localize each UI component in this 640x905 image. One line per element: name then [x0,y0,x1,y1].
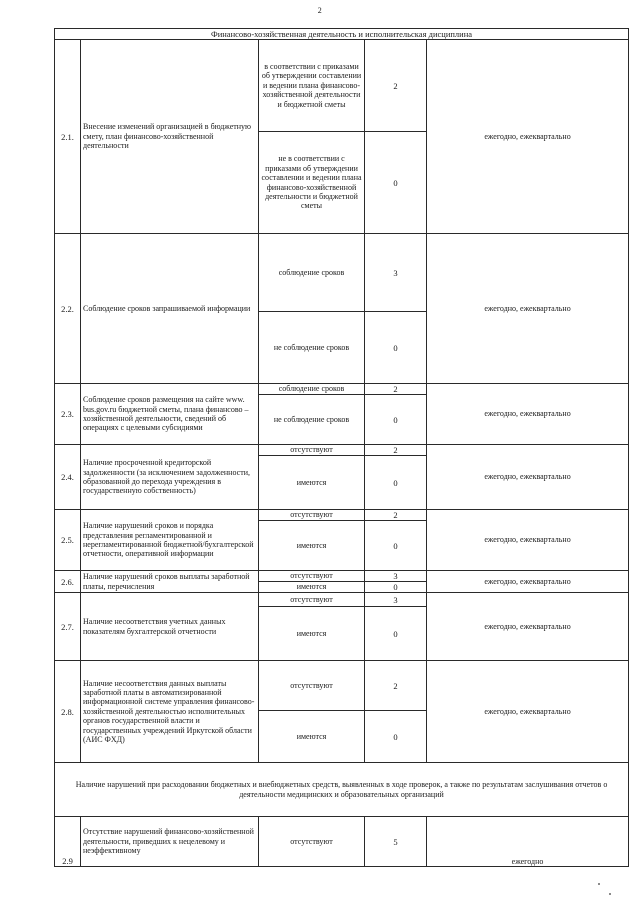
row-period: ежегодно, ежеквартально [427,593,629,661]
criterion-score: 2 [365,40,427,132]
table-row [55,571,629,582]
criterion-score: 0 [365,521,427,571]
row-indicator: Отсутствие нарушений финансово-хозяйственной деятельности, приведших к нецелевому и неэффективному [81,817,259,867]
row-number: 2.2. [55,234,81,384]
criterion-label: отсутствуют [259,445,365,456]
criterion-label: не соблюдение сроков [259,395,365,445]
row-number: 2.9 [55,817,81,867]
criterion-label: соблюдение сроков [259,234,365,312]
row-period: ежегодно [427,817,629,867]
criterion-label: в соответствии с приказами об утверждении составлении и ведении плана финансово-хозяйственной деятельности и бюджетной сметы [259,40,365,132]
subheader-text: Наличие нарушений при расходовании бюджетных и внебюджетных средств, выявленных в ходе проверок, а также по результатам заслушивания отчетов о деятельности медицинских и образовательных организаций [55,763,629,817]
criterion-score: 2 [365,510,427,521]
criterion-score: 0 [365,456,427,510]
row-period: ежегодно, ежеквартально [427,40,629,234]
page-number: 2 [317,6,323,15]
criterion-score: 3 [365,234,427,312]
criterion-score: 0 [365,607,427,661]
criterion-score: 0 [365,395,427,445]
row-period: ежегодно, ежеквартально [427,234,629,384]
criterion-score: 3 [365,571,427,582]
criterion-score: 5 [365,817,427,867]
criterion-score: 0 [365,711,427,763]
criterion-label: отсутствуют [259,661,365,711]
criterion-label: отсутствуют [259,817,365,867]
scan-speck [598,883,600,885]
row-indicator: Наличие несоответствия данных выплаты заработной платы в автоматизированной информационной системе управления финансово-хозяйственной деятельностью исполнительных органов государственной власти и государственных учреждений Иркутской области (АИС ФХД) [81,661,259,763]
criterion-label: соблюдение сроков [259,384,365,395]
criteria-table [54,28,629,867]
row-indicator: Наличие нарушений сроков выплаты заработной платы, перечисления [81,571,259,593]
row-indicator: Соблюдение сроков запрашиваемой информации [81,234,259,384]
row-number: 2.8. [55,661,81,763]
criterion-label: отсутствуют [259,571,365,582]
row-number: 2.1. [55,40,81,234]
table-row [55,593,629,607]
row-indicator: Наличие нарушений сроков и порядка представления регламентированной и нерегламентированной бюджетной/бухгалтерской отчетности, оперативной информации [81,510,259,571]
row-period: ежегодно, ежеквартально [427,384,629,445]
table-row [55,234,629,312]
row-period: ежегодно, ежеквартально [427,661,629,763]
table-row [55,817,629,867]
table-row [55,445,629,456]
row-period: ежегодно, ежеквартально [427,510,629,571]
row-indicator: Наличие просроченной кредиторской задолженности (за исключением задолженности, образованной до перехода учреждения в государственную собственность) [81,445,259,510]
row-period: ежегодно, ежеквартально [427,445,629,510]
criterion-score: 2 [365,661,427,711]
table-row [55,40,629,132]
row-indicator: Внесение изменений организацией в бюджетную смету, план финансово-хозяйственной деятельности [81,40,259,234]
criterion-label: имеются [259,607,365,661]
row-number: 2.5. [55,510,81,571]
subheader-row [55,763,629,817]
section-title: Финансово-хозяйственная деятельность и исполнительская дисциплина [55,29,629,40]
section-header-row [55,29,629,40]
table-row [55,510,629,521]
criterion-label: имеются [259,521,365,571]
scan-speck [609,893,611,895]
table-row [55,384,629,395]
criterion-label: отсутствуют [259,593,365,607]
criterion-label: отсутствуют [259,510,365,521]
row-period: ежегодно, ежеквартально [427,571,629,593]
criterion-label: имеются [259,582,365,593]
criterion-score: 2 [365,445,427,456]
row-number: 2.7. [55,593,81,661]
row-indicator: Соблюдение сроков размещения на сайте www. bus.gov.ru бюджетной сметы, плана финансово – хозяйственной деятельности, сведений об операциях с целевыми субсидиями [81,384,259,445]
criterion-label: имеются [259,456,365,510]
row-number: 2.3. [55,384,81,445]
criterion-label: не соблюдение сроков [259,312,365,384]
criterion-label: имеются [259,711,365,763]
criterion-score: 2 [365,384,427,395]
table-row [55,661,629,711]
row-number: 2.6. [55,571,81,593]
row-number: 2.4. [55,445,81,510]
criterion-score: 3 [365,593,427,607]
criterion-label: не в соответствии с приказами об утверждении составлении и ведении плана финансово-хозяйственной деятельности и бюджетной сметы [259,132,365,234]
criterion-score: 0 [365,312,427,384]
criterion-score: 0 [365,132,427,234]
row-indicator: Наличие несоответствия учетных данных показателям бухгалтерской отчетности [81,593,259,661]
criterion-score: 0 [365,582,427,593]
